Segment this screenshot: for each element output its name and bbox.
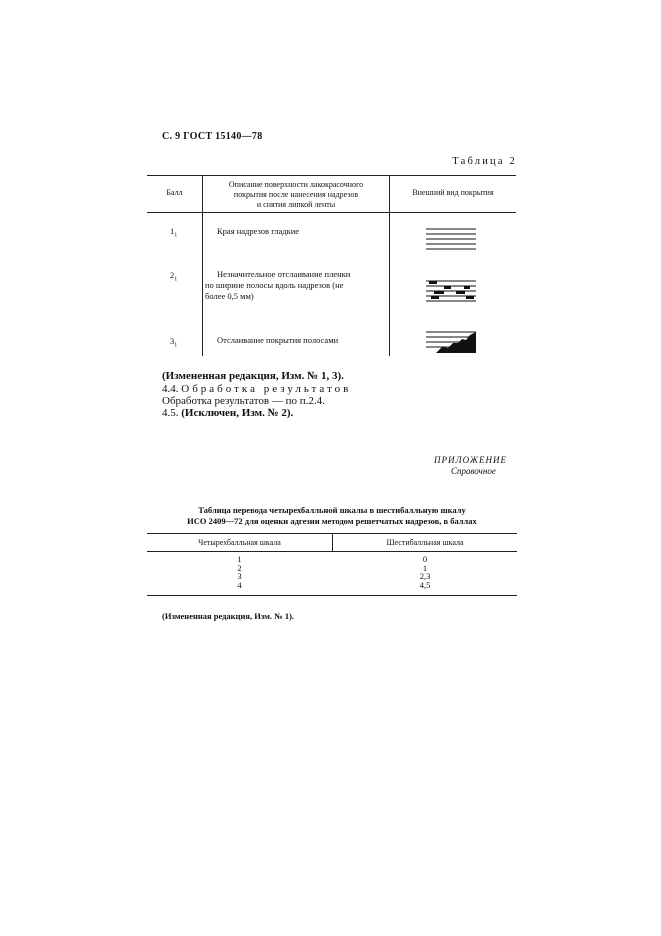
table2-row2-ball: $2_1$ [170,270,178,283]
table-row: 1 [422,562,428,573]
table-row: 2,3 [419,571,431,581]
table-row: 1 [237,554,242,564]
appendix-label: ПРИЛОЖЕНИЕ [434,455,507,465]
table2-col-divider-2 [389,175,390,356]
table-row: 4 [237,579,242,590]
smooth-cuts-illustration [426,228,476,250]
table2-label: Таблица 2 [452,156,517,167]
amendment-note-1: (Измененная редакция, Изм. № 1). [162,611,295,621]
table-row: 0 [422,554,428,564]
table-row: 3 [237,571,242,581]
table2-col-description: Описание поверхности лакокрасочного покрытия после нанесения надрезов и снятия липкой ленты [228,180,364,209]
amendment-note-1-3: (Измененная редакция, Изм. № 1, 3). [162,370,344,382]
table2-row1-description: Края надрезов гладкие [217,226,300,236]
table2-row2-description: Незначительное отслаивание пленки по ширине полосы вдоль надрезов (не более 0,5 мм) [205,269,351,301]
four-point-values [147,555,332,589]
page-header: С. 9 ГОСТ 15140—78 [162,131,263,142]
col-six-point-scale: Шестибалльная шкала [386,538,464,547]
section-4-4-heading: 4.4. Обработка результатов [162,383,352,395]
section-4-5: 4.5. (Исключен, Изм. № 2). [162,407,294,419]
table-row: 4,5 [419,579,431,590]
conversion-table-title: Таблица перевода четырехбалльной шкалы в шестибалльную шкалу ИСО 2409—72 для оценки адгезии методом решетчатых надрезов, в баллах [187,505,477,526]
six-point-values [333,555,517,589]
table2-row3-description: Отслаивание покрытия полосами [217,335,339,345]
section-4-4-text: Обработка результатов — по п.2.4. [162,395,325,407]
conversion-table-header-rule [147,551,517,552]
table2-col-appearance: Внешний вид покрытия [412,188,494,197]
slight-peeling-illustration [426,280,476,302]
table2-col-ball: Балл [166,188,183,197]
table2-row1-ball: $1_1$ [170,226,178,239]
strip-peeling-illustration [426,331,476,353]
col-four-point-scale: Четырехбалльная шкала [198,538,281,547]
table2-row3-ball: $3_1$ [170,336,178,349]
conversion-table-bottom-rule [147,595,517,596]
table-row: 2 [237,562,242,573]
appendix-sublabel: Справочное [451,466,496,476]
